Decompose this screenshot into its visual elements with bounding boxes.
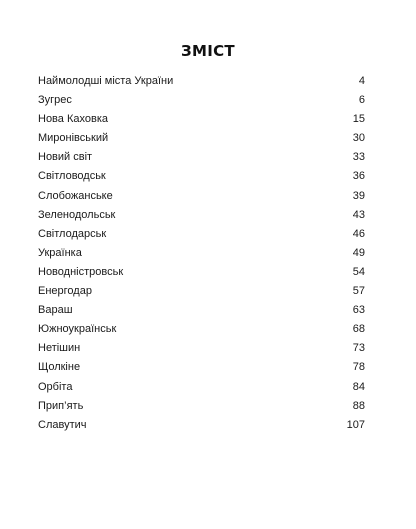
toc-entry-title: Славутич [38, 418, 87, 431]
toc-entry [38, 129, 365, 148]
toc-entry-page-number: 78 [352, 361, 365, 374]
toc-entry-title: Зеленодольськ [38, 208, 116, 221]
toc-entry-title: Нова Каховка [38, 113, 108, 126]
toc-entry-title: Новий світ [38, 151, 93, 164]
toc-entry-page-number: 39 [352, 189, 365, 202]
toc-entry-page-number: 107 [346, 418, 365, 431]
toc-entry-page-number: 6 [358, 94, 365, 107]
toc-entry-title: Світловодськ [38, 170, 106, 183]
toc-entry-page-number: 4 [358, 75, 365, 87]
toc-entry-title: Прип’ять [38, 399, 84, 412]
toc-entry-page-number: 33 [352, 151, 365, 164]
toc-entry [38, 320, 365, 339]
toc-entry-title: Українка [38, 246, 82, 259]
toc-entry [38, 358, 365, 377]
toc-entry-page-number: 54 [352, 265, 365, 278]
toc-entry-page-number: 36 [352, 170, 365, 183]
toc-entry-title: Нетішин [38, 342, 81, 355]
toc-entry [38, 187, 365, 206]
toc-entry-page-number: 73 [352, 342, 365, 355]
toc-entry-title: Наймолодші міста України [38, 75, 174, 87]
toc-entry [38, 397, 365, 416]
toc-entry [38, 416, 365, 435]
toc-entry [38, 91, 365, 110]
toc-entry-title: Новодністровськ [38, 265, 124, 278]
toc-entry-page-number: 46 [352, 227, 365, 240]
toc-entry-page-number: 57 [352, 285, 365, 298]
page-title: ЗМІСТ [181, 42, 235, 60]
toc-entry [38, 378, 365, 397]
toc-entry-page-number: 63 [352, 304, 365, 317]
toc-entry [38, 282, 365, 301]
toc-entry-title: Щолкіне [38, 361, 81, 374]
toc-entry-title: Слобожанське [38, 189, 113, 202]
table-of-contents [38, 72, 365, 435]
toc-entry [38, 206, 365, 225]
toc-entry-page-number: 43 [352, 208, 365, 221]
toc-entry-page-number: 68 [352, 323, 365, 336]
toc-entry-page-number: 88 [352, 399, 365, 412]
toc-entry-title: Енергодар [38, 285, 92, 298]
toc-entry-page-number: 30 [352, 132, 365, 145]
toc-entry [38, 72, 365, 91]
toc-entry-title: Миронівський [38, 132, 109, 145]
toc-entry [38, 148, 365, 167]
toc-entry [38, 339, 365, 358]
toc-entry-title: Орбіта [38, 380, 73, 393]
toc-entry-page-number: 15 [352, 113, 365, 126]
toc-entry [38, 225, 365, 244]
toc-entry-title: Южноукраїнськ [38, 323, 117, 336]
toc-entry-page-number: 84 [352, 380, 365, 393]
toc-entry-title: Світлодарськ [38, 227, 107, 240]
toc-entry [38, 244, 365, 263]
toc-entry-title: Зугрес [38, 94, 72, 107]
toc-entry [38, 301, 365, 320]
toc-entry [38, 167, 365, 186]
toc-entry [38, 110, 365, 129]
toc-entry [38, 263, 365, 282]
toc-entry-title: Вараш [38, 304, 73, 317]
toc-entry-page-number: 49 [352, 246, 365, 259]
